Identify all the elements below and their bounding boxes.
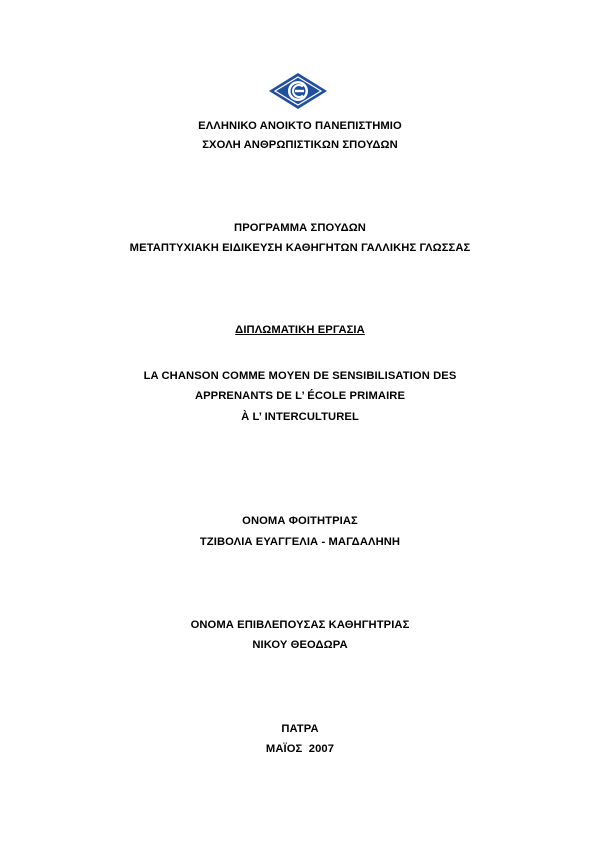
city: ΠΑΤΡΑ [281,723,319,735]
university-logo-icon [268,72,328,110]
school-name: ΣΧΟΛΗ ΑΝΘΡΩΠΙΣΤΙΚΩΝ ΣΠΟΥΔΩΝ [202,139,398,151]
program-name: ΜΕΤΑΠΤΥΧΙΑΚΗ ΕΙΔΙΚΕΥΣΗ ΚΑΘΗΓΗΤΩΝ ΓΑΛΛΙΚΗΣ ΓΛΩΣΣΑΣ [129,242,471,254]
supervisor-label: ΟΝΟΜΑ ΕΠΙΒΛΕΠΟΥΣΑΣ ΚΑΘΗΓΗΤΡΙΑΣ [190,619,410,631]
thesis-title-line-3: À L’ INTERCULTUREL [241,411,359,423]
supervisor-name: ΝΙΚΟΥ ΘΕΟΔΩΡΑ [252,639,348,651]
thesis-title-line-1: LA CHANSON COMME MOYEN DE SENSIBILISATION DES [143,370,457,382]
student-label: ΟΝΟΜΑ ΦΟΙΤΗΤΡΙΑΣ [242,515,358,527]
thesis-type: ΔΙΠΛΩΜΑΤΙΚΗ ΕΡΓΑΣΙΑ [235,324,365,336]
university-name: ΕΛΛΗΝΙΚΟ ΑΝΟΙΚΤΟ ΠΑΝΕΠΙΣΤΗΜΙΟ [198,120,402,132]
thesis-title-line-2: APPRENANTS DE L’ ÉCOLE PRIMAIRE [194,390,406,402]
student-name: ΤΖΙΒΟΛΙΑ ΕΥΑΓΓΕΛΙΑ - ΜΑΓΔΑΛΗΝΗ [199,536,401,548]
program-label: ΠΡΟΓΡΑΜΜΑ ΣΠΟΥΔΩΝ [234,222,366,234]
date: ΜΑΪΟΣ 2007 [265,743,335,755]
